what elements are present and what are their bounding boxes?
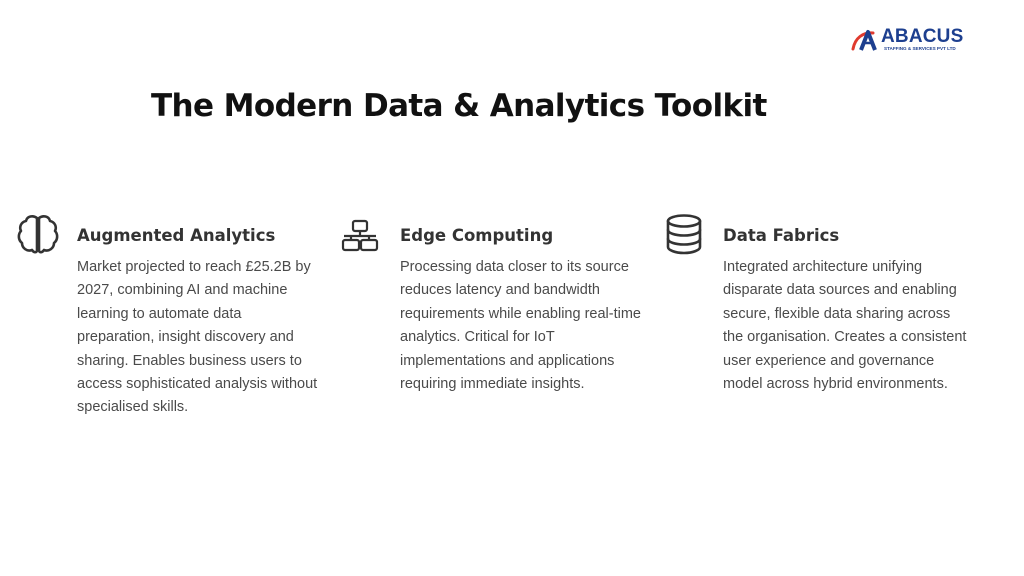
company-logo [851, 26, 969, 54]
card-description: Processing data closer to its source reduces latency and bandwidth requirements while enabling real-time analytics. Critical for IoT implementations and applications requiring immediate insights. [400, 259, 641, 393]
card-description: Integrated architecture unifying disparate data sources and enabling secure, flexible data sharing across the organisation. Creates a consistent user experience and governance model across hybrid environments. [723, 259, 967, 393]
logo-wordmark: ABACUS [881, 26, 964, 47]
logo-mark-icon [851, 28, 885, 52]
feature-card-augmented-analytics [16, 212, 336, 432]
card-description: Market projected to reach £25.2B by 2027, combining AI and machine learning to automate data preparation, insight discovery and sharing. Enables business users to access sophisticated analysis without specialised skills. [77, 259, 318, 416]
slide-title: The Modern Data & Analytics Toolkit [151, 88, 767, 124]
card-title: Augmented Analytics [77, 226, 276, 245]
card-title: Data Fabrics [723, 226, 840, 245]
network-hierarchy-icon [339, 212, 383, 256]
logo-tagline: STAFFING & SERVICES PVT LTD [884, 46, 956, 51]
card-title: Edge Computing [400, 226, 554, 245]
feature-card-data-fabrics [662, 212, 982, 432]
brain-icon [16, 212, 60, 256]
database-icon [662, 212, 706, 256]
feature-card-edge-computing [339, 212, 659, 432]
